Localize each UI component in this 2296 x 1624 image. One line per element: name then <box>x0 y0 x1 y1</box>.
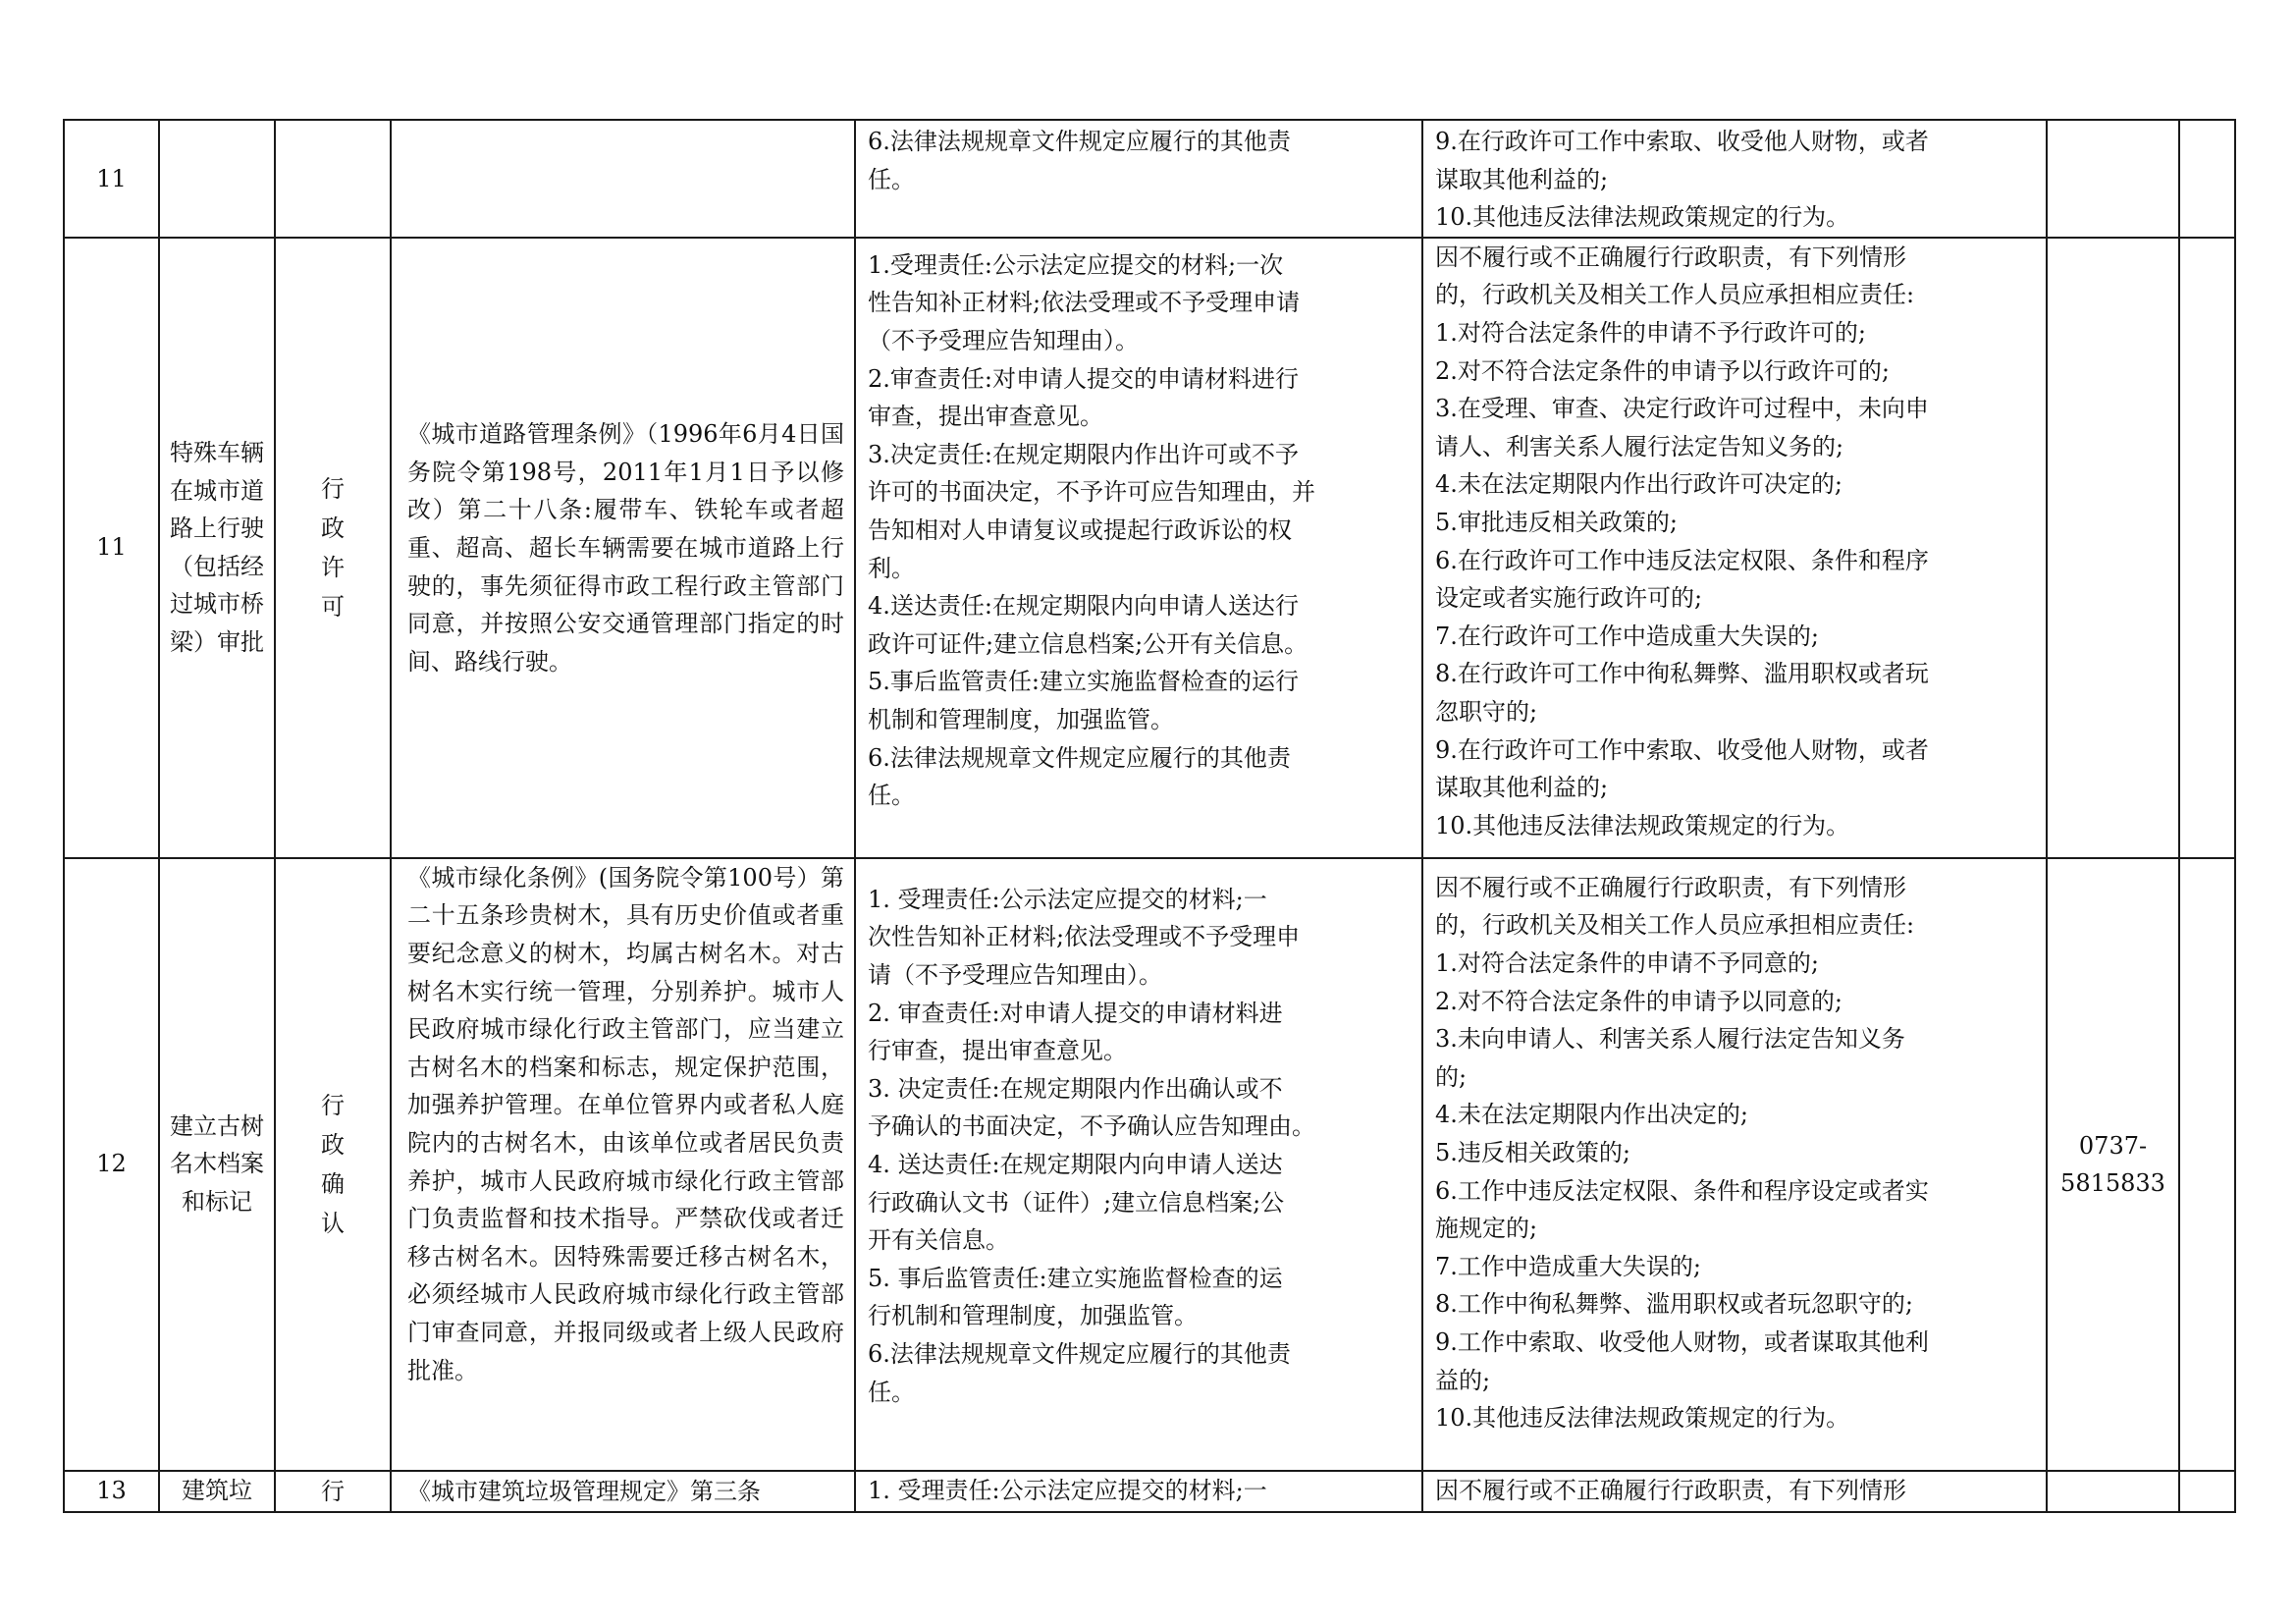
item-number-cell <box>64 120 159 238</box>
duties-lines <box>856 859 1421 1411</box>
accountability-line: 谋取其他利益的; <box>1435 165 1609 193</box>
duty-line: 行机制和管理制度，加强监管。 <box>868 1302 1198 1330</box>
accountability-cell <box>1422 858 2047 1471</box>
accountability-line: 因不履行或不正确履行行政职责，有下列情形 <box>1435 873 1906 901</box>
accountability-line: 益的; <box>1435 1366 1491 1394</box>
responsibility-table <box>63 119 2236 1513</box>
duty-line: 任。 <box>868 1378 915 1406</box>
remark-cell <box>2179 1471 2235 1512</box>
accountability-lines <box>1423 1472 2046 1510</box>
accountability-line: 请人、利害关系人履行法定告知义务的; <box>1435 432 1844 460</box>
item-name: 特殊车辆在城市道路上行驶（包括经过城市桥梁）审批 <box>170 439 264 656</box>
duty-line: 审查，提出审查意见。 <box>868 403 1103 431</box>
duty-line: 开有关信息。 <box>868 1226 1009 1255</box>
item-type-cell <box>275 1471 391 1512</box>
accountability-lines <box>1423 121 2046 237</box>
accountability-line: 9.工作中索取、收受他人财物，或者谋取其他利 <box>1435 1327 1929 1356</box>
item-number-cell <box>64 858 159 1471</box>
duty-line: 1. 受理责任:公示法定应提交的材料;一 <box>868 1476 1267 1504</box>
duty-line: 政许可证件;建立信息档案;公开有关信息。 <box>868 629 1308 658</box>
accountability-line: 的，行政机关及相关工作人员应承担相应责任: <box>1435 911 1915 940</box>
duty-line: 行政确认文书（证件）;建立信息档案;公 <box>868 1188 1285 1217</box>
table-row <box>64 238 2235 858</box>
duty-line: 许可的书面决定，不予许可应告知理由，并 <box>868 478 1315 507</box>
accountability-line: 2.对不符合法定条件的申请予以行政许可的; <box>1435 356 1890 385</box>
duty-line: 机制和管理制度，加强监管。 <box>868 705 1174 733</box>
duty-line: 予确认的书面决定，不予确认应告知理由。 <box>868 1112 1315 1141</box>
duty-line: 利。 <box>868 554 915 582</box>
accountability-line: 6.工作中违反法定权限、条件和程序设定或者实 <box>1435 1176 1929 1205</box>
legal-basis-cell <box>391 858 855 1471</box>
duty-line: 6.法律法规规章文件规定应履行的其他责 <box>868 1339 1291 1368</box>
duty-line: 4. 送达责任:在规定期限内向申请人送达 <box>868 1150 1283 1178</box>
accountability-line: 2.对不符合法定条件的申请予以同意的; <box>1435 987 1842 1015</box>
item-number: 11 <box>96 533 127 562</box>
item-name-cell <box>159 120 275 238</box>
accountability-line: 10.其他违反法律法规政策规定的行为。 <box>1435 203 1850 232</box>
item-name-cell <box>159 858 275 1471</box>
duty-line: 任。 <box>868 782 915 810</box>
phone-cell <box>2047 120 2179 238</box>
duties-cell <box>855 1471 1422 1512</box>
accountability-line: 10.其他违反法律法规政策规定的行为。 <box>1435 1404 1850 1433</box>
legal-basis-text: 《城市道路管理条例》（1996年6月4日国务院令第198号，2011年1月1日予以修改）第二十八条:履带车、铁轮车或者超重、超高、超长车辆需要在城市道路上行驶的，事先须征得市政工程行政主管部门同意，并按照公安交通管理部门指定的时间、路线行驶。 <box>407 420 844 676</box>
item-name: 建立古树名木档案和标记 <box>170 1111 264 1217</box>
accountability-line: 8.工作中徇私舞弊、滥用职权或者玩忽职守的; <box>1435 1290 1913 1319</box>
duties-cell <box>855 858 1422 1471</box>
duty-line: 6.法律法规规章文件规定应履行的其他责 <box>868 128 1291 155</box>
accountability-line: 的，行政机关及相关工作人员应承担相应责任: <box>1435 281 1915 309</box>
duties-lines <box>856 239 1421 815</box>
legal-basis-cell <box>391 238 855 858</box>
accountability-line: 7.工作中造成重大失误的; <box>1435 1252 1701 1280</box>
duty-line: 告知相对人申请复议或提起行政诉讼的权 <box>868 515 1292 544</box>
duties-cell <box>855 120 1422 238</box>
duty-line: 次性告知补正材料;依法受理或不予受理申 <box>868 923 1301 951</box>
accountability-line: 5.违反相关政策的; <box>1435 1138 1630 1166</box>
duty-line: 3.决定责任:在规定期限内作出许可或不予 <box>868 440 1299 468</box>
duty-line: （不予受理应告知理由）。 <box>868 326 1139 354</box>
duty-line: 1.受理责任:公示法定应提交的材料;一次 <box>868 250 1284 279</box>
accountability-line: 5.审批违反相关政策的; <box>1435 508 1678 536</box>
item-number-cell <box>64 1471 159 1512</box>
table-row <box>64 858 2235 1471</box>
item-type-cell <box>275 238 391 858</box>
table-row <box>64 120 2235 238</box>
accountability-lines <box>1423 859 2046 1437</box>
accountability-line: 1.对符合法定条件的申请不予行政许可的; <box>1435 318 1866 347</box>
duty-line: 6.法律法规规章文件规定应履行的其他责 <box>868 743 1291 772</box>
item-number-cell <box>64 238 159 858</box>
legal-basis-text: 《城市绿化条例》(国务院令第100号）第二十五条珍贵树木，具有历史价值或者重要纪念意义的树木，均属古树名木。对古树名木实行统一管理，分别养护。城市人民政府城市绿化行政主管部门，应当建立古树名木的档案和标志，规定保护范围，加强养护管理。在单位管界内或者私人庭院内的古树名木，由该单位或者居民负责养护，城市人民政府城市绿化行政主管部门负责监督和技术指导。严禁砍伐或者迁移古树名木。因特殊需要迁移古树名木，必须经城市人民政府城市绿化行政主管部门审查同意，并报同级或者上级人民政府批准。 <box>407 863 844 1384</box>
accountability-line: 10.其他违反法律法规政策规定的行为。 <box>1435 811 1850 839</box>
item-type-cell <box>275 120 391 238</box>
duty-line: 3. 决定责任:在规定期限内作出确认或不 <box>868 1074 1283 1103</box>
accountability-line: 忽职守的; <box>1435 697 1538 726</box>
accountability-cell <box>1422 120 2047 238</box>
duty-line: 4.送达责任:在规定期限内向申请人送达行 <box>868 592 1299 621</box>
accountability-line: 因不履行或不正确履行行政职责，有下列情形 <box>1435 243 1906 271</box>
item-type: 行政许可 <box>321 474 345 621</box>
duty-line: 任。 <box>868 165 915 193</box>
item-number: 13 <box>96 1476 127 1504</box>
accountability-line: 9.在行政许可工作中索取、收受他人财物，或者 <box>1435 128 1929 155</box>
accountability-line: 的; <box>1435 1062 1468 1091</box>
item-number: 12 <box>96 1150 127 1178</box>
phone-cell <box>2047 858 2179 1471</box>
accountability-line: 6.在行政许可工作中违反法定权限、条件和程序 <box>1435 546 1929 574</box>
item-type-cell <box>275 858 391 1471</box>
accountability-line: 4.未在法定期限内作出决定的; <box>1435 1101 1748 1129</box>
duty-line: 5.事后监管责任:建立实施监督检查的运行 <box>868 668 1299 696</box>
duties-lines <box>856 1472 1421 1510</box>
duty-line: 2.审查责任:对申请人提交的申请材料进行 <box>868 364 1299 393</box>
accountability-line: 1.对符合法定条件的申请不予同意的; <box>1435 948 1819 977</box>
item-type: 行 <box>321 1477 345 1505</box>
duty-line: 5. 事后监管责任:建立实施监督检查的运 <box>868 1264 1283 1292</box>
item-name-cell <box>159 238 275 858</box>
item-name-cell <box>159 1471 275 1512</box>
duty-line: 请（不予受理应告知理由）。 <box>868 960 1162 989</box>
accountability-line: 7.在行政许可工作中造成重大失误的; <box>1435 622 1819 650</box>
duties-lines <box>856 121 1421 198</box>
accountability-line: 施规定的; <box>1435 1215 1538 1243</box>
phone-cell <box>2047 1471 2179 1512</box>
duty-line: 2. 审查责任:对申请人提交的申请材料进 <box>868 999 1283 1027</box>
remark-cell <box>2179 858 2235 1471</box>
legal-basis-cell <box>391 1471 855 1512</box>
legal-basis-text: 《城市建筑垃圾管理规定》第三条 <box>407 1477 761 1505</box>
accountability-line: 4.未在法定期限内作出行政许可决定的; <box>1435 470 1842 499</box>
legal-basis-cell <box>391 120 855 238</box>
accountability-line: 8.在行政许可工作中徇私舞弊、滥用职权或者玩 <box>1435 660 1929 688</box>
accountability-line: 谋取其他利益的; <box>1435 774 1609 802</box>
item-type: 行政确认 <box>321 1091 345 1237</box>
accountability-line: 3.未向申请人、利害关系人履行法定告知义务 <box>1435 1025 1905 1054</box>
item-name: 建筑垃 <box>182 1476 252 1504</box>
duty-line: 1. 受理责任:公示法定应提交的材料;一 <box>868 885 1267 913</box>
contact-phone: 0737-5815833 <box>2060 1131 2165 1197</box>
accountability-cell <box>1422 1471 2047 1512</box>
phone-cell <box>2047 238 2179 858</box>
accountability-line: 设定或者实施行政许可的; <box>1435 584 1703 613</box>
item-number: 11 <box>96 164 127 192</box>
remark-cell <box>2179 120 2235 238</box>
accountability-line: 9.在行政许可工作中索取、收受他人财物，或者 <box>1435 735 1929 764</box>
accountability-cell <box>1422 238 2047 858</box>
table-row <box>64 1471 2235 1512</box>
accountability-line: 因不履行或不正确履行行政职责，有下列情形 <box>1435 1476 1906 1504</box>
remark-cell <box>2179 238 2235 858</box>
duty-line: 行审查，提出审查意见。 <box>868 1037 1127 1065</box>
accountability-line: 3.在受理、审查、决定行政许可过程中，未向申 <box>1435 395 1929 423</box>
duty-line: 性告知补正材料;依法受理或不予受理申请 <box>868 289 1301 317</box>
duties-cell <box>855 238 1422 858</box>
accountability-lines <box>1423 239 2046 845</box>
